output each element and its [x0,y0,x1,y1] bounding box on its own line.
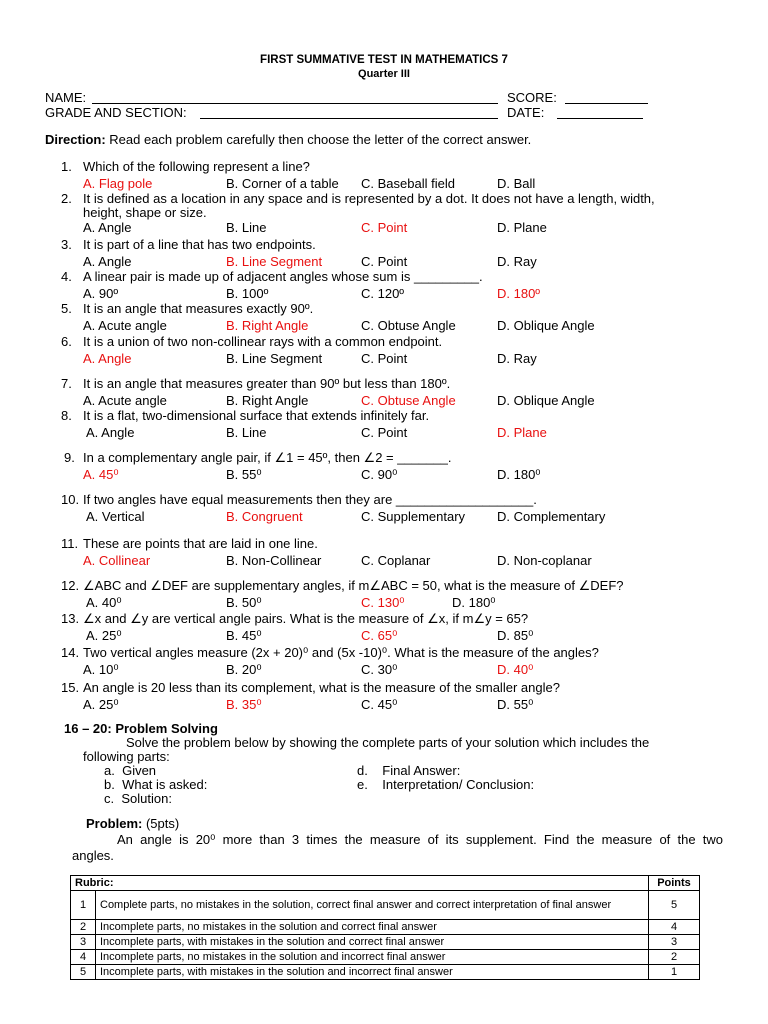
choice-a[interactable]: A. Acute angle [83,393,167,408]
date-label: DATE: [507,105,545,120]
problem-solving-intro: Solve the problem below by showing the complete parts of your solution which includes the [126,735,650,750]
choice-d[interactable]: D. 180º [497,286,541,301]
choice-c[interactable]: C. 120º [361,286,405,301]
choice-c[interactable]: C. Point [361,254,408,269]
rubric-row-text: Complete parts, no mistakes in the solution, correct final answer and correct interpretation of final answer [96,891,649,920]
name-label: NAME: [45,90,87,105]
score-field[interactable] [565,90,648,104]
choice-d[interactable]: D. Plane [497,220,547,235]
choice-b[interactable]: B. Line Segment [226,351,323,366]
question-number: 11. [61,536,79,551]
part-d [357,763,460,778]
question-number: 1. [61,159,72,174]
choice-d[interactable]: D. 180⁰ [452,595,496,610]
rubric-row-points: 3 [649,935,700,950]
rubric-row [71,891,700,920]
choice-b[interactable]: B. Line [226,220,267,235]
choice-c[interactable]: C. Coplanar [361,553,431,568]
rubric-row-text: Incomplete parts, with mistakes in the solution and incorrect final answer [96,965,649,980]
choice-d[interactable]: D. Ball [497,176,536,191]
choice-d[interactable]: D. 40⁰ [497,662,534,677]
choice-c[interactable]: C. 30⁰ [361,662,398,677]
question-text: An angle is 20 less than its complement, what is the measure of the smaller angle? [83,680,560,695]
part-text: Interpretation/ Conclusion: [382,777,535,792]
rubric-row-text: Incomplete parts, with mistakes in the solution and correct final answer [96,935,649,950]
choice-d[interactable]: D. Complementary [497,509,606,524]
choice-c[interactable]: C. Point [361,425,408,440]
question-text: It is part of a line that has two endpoints. [83,237,316,252]
question-number: 10. [61,492,80,507]
part-text: Final Answer: [382,763,461,778]
part-letter: a. [104,763,115,778]
choice-a[interactable]: A. 90º [83,286,119,301]
part-e [357,777,534,792]
question-text: It is defined as a location in any space and is represented by a dot. It does not have a length, width, [83,191,655,206]
choice-a[interactable]: A. 10⁰ [83,662,119,677]
question-number: 8. [61,408,72,423]
problem-statement-cont: angles. [72,848,114,863]
rubric-row-points: 4 [649,920,700,935]
rubric-header-label: Rubric: [71,876,649,891]
question-number: 6. [61,334,72,349]
problem-solving-heading: 16 – 20: Problem Solving [64,721,218,736]
choice-b[interactable]: B. Right Angle [226,393,309,408]
part-text: Solution: [121,791,172,806]
choice-b[interactable]: B. 45⁰ [226,628,262,643]
rubric-row-text: Incomplete parts, no mistakes in the solution and correct final answer [96,920,649,935]
choice-d[interactable]: D. Plane [497,425,547,440]
rubric-row [71,965,700,980]
rubric-row-number: 1 [71,891,96,920]
choice-d[interactable]: D. Oblique Angle [497,393,595,408]
grade-section-label: GRADE AND SECTION: [45,105,187,120]
choice-c[interactable]: C. Baseball field [361,176,455,191]
part-letter: c. [104,791,115,806]
choice-a[interactable]: A. Acute angle [83,318,167,333]
part-text: What is asked: [122,777,208,792]
question-text: It is a flat, two-dimensional surface that extends infinitely far. [83,408,430,423]
question-number: 2. [61,191,72,206]
question-text: Two vertical angles measure (2x + 20)⁰ and (5x -10)⁰. What is the measure of the angles? [83,645,599,660]
choice-b[interactable]: B. Congruent [226,509,303,524]
grade-section-field[interactable] [200,105,498,119]
choice-c[interactable]: C. Obtuse Angle [361,393,456,408]
choice-a[interactable]: A. Angle [83,220,132,235]
choice-a[interactable]: A. Angle [83,351,132,366]
question-text: ∠ABC and ∠DEF are supplementary angles, if m∠ABC = 50, what is the measure of ∠DEF? [83,578,624,593]
choice-a[interactable]: A. Angle [83,254,132,269]
rubric-row [71,950,700,965]
choice-d[interactable]: D. 85⁰ [497,628,534,643]
question-number: 4. [61,269,72,284]
choice-c[interactable]: C. 45⁰ [361,697,398,712]
choice-c[interactable]: C. 130⁰ [361,595,405,610]
choice-a[interactable]: A. Vertical [86,509,145,524]
rubric-row-points: 5 [649,891,700,920]
rubric-row [71,935,700,950]
question-text: It is an angle that measures greater than 90º but less than 180º. [83,376,451,391]
direction-text: Read each problem carefully then choose the letter of the correct answer. [105,132,532,147]
question-text: It is a union of two non-collinear rays with a common endpoint. [83,334,443,349]
choice-b[interactable]: B. Corner of a table [226,176,339,191]
direction [45,132,531,147]
part-letter: e. [357,777,368,792]
question-text: A linear pair is made up of adjacent angles whose sum is _________. [83,269,483,284]
rubric-row-number: 5 [71,965,96,980]
choice-c[interactable]: C. Obtuse Angle [361,318,456,333]
page-title: FIRST SUMMATIVE TEST IN MATHEMATICS 7 [260,54,508,66]
question-number: 12. [61,578,80,593]
page-subtitle: Quarter III [358,68,410,80]
rubric-row-number: 4 [71,950,96,965]
choice-a[interactable]: A. 40⁰ [86,595,122,610]
rubric-row-text: Incomplete parts, no mistakes in the solution and incorrect final answer [96,950,649,965]
choice-d[interactable]: D. Ray [497,254,537,269]
part-text: Given [122,763,157,778]
problem-solving-intro-cont: following parts: [83,749,170,764]
choice-c[interactable]: C. 65⁰ [361,628,398,643]
problem-label: Problem: [86,816,143,831]
part-letter: d. [357,763,368,778]
question-number: 15. [61,680,80,695]
choice-d[interactable]: D. Ray [497,351,537,366]
choice-a[interactable]: A. 25⁰ [83,697,119,712]
problem-points: (5pts) [142,816,180,831]
choice-d[interactable]: D. 55⁰ [497,697,534,712]
date-field[interactable] [557,105,643,119]
choice-c[interactable]: C. Point [361,351,408,366]
choice-a[interactable]: A. 25⁰ [86,628,122,643]
choice-d[interactable]: D. Oblique Angle [497,318,595,333]
problem-statement: An angle is 20⁰ more than 3 times the measure of its supplement. Find the measure of the two [117,832,723,847]
problem [86,816,179,831]
question-number: 14. [61,645,80,660]
choice-b[interactable]: B. 20⁰ [226,662,262,677]
rubric-header-points: Points [649,876,700,891]
direction-label: Direction: [45,132,106,147]
rubric-header-row [71,876,700,891]
rubric-row-number: 3 [71,935,96,950]
rubric-table [70,875,700,980]
question-number: 5. [61,301,72,316]
question-number: 3. [61,237,72,252]
choice-a[interactable]: A. Collinear [83,553,151,568]
name-field[interactable] [92,90,498,104]
rubric-row-number: 2 [71,920,96,935]
question-text: If two angles have equal measurements then they are ___________________. [83,492,537,507]
choice-a[interactable]: A. 45⁰ [83,467,119,482]
choice-b[interactable]: B. 50⁰ [226,595,262,610]
choice-b[interactable]: B. 35⁰ [226,697,262,712]
choice-c[interactable]: C. 90⁰ [361,467,398,482]
question-text: These are points that are laid in one line. [83,536,318,551]
choice-b[interactable]: B. 100º [226,286,269,301]
question-text: In a complementary angle pair, if ∠1 = 45º, then ∠2 = _______. [83,450,452,465]
part-c [104,791,172,806]
part-a [104,763,156,778]
question-number: 13. [61,611,80,626]
choice-b[interactable]: B. Line [226,425,267,440]
question-number: 7. [61,376,72,391]
choice-d[interactable]: D. Non-coplanar [497,553,592,568]
part-letter: b. [104,777,115,792]
choice-b[interactable]: B. 55⁰ [226,467,262,482]
question-text: It is an angle that measures exactly 90º. [83,301,314,316]
choice-d[interactable]: D. 180⁰ [497,467,541,482]
rubric-row-points: 1 [649,965,700,980]
rubric-row [71,920,700,935]
choice-a[interactable]: A. Flag pole [83,176,153,191]
question-text: Which of the following represent a line? [83,159,310,174]
choice-b[interactable]: B. Right Angle [226,318,309,333]
choice-b[interactable]: B. Line Segment [226,254,323,269]
choice-c[interactable]: C. Supplementary [361,509,466,524]
choice-b[interactable]: B. Non-Collinear [226,553,322,568]
question-number: 9. [64,450,75,465]
part-b [104,777,207,792]
choice-c[interactable]: C. Point [361,220,408,235]
question-text: ∠x and ∠y are vertical angle pairs. What is the measure of ∠x, if m∠y = 65? [83,611,529,626]
question-text-cont: height, shape or size. [83,205,207,220]
choice-a[interactable]: A. Angle [86,425,135,440]
score-label: SCORE: [507,90,557,105]
rubric-row-points: 2 [649,950,700,965]
